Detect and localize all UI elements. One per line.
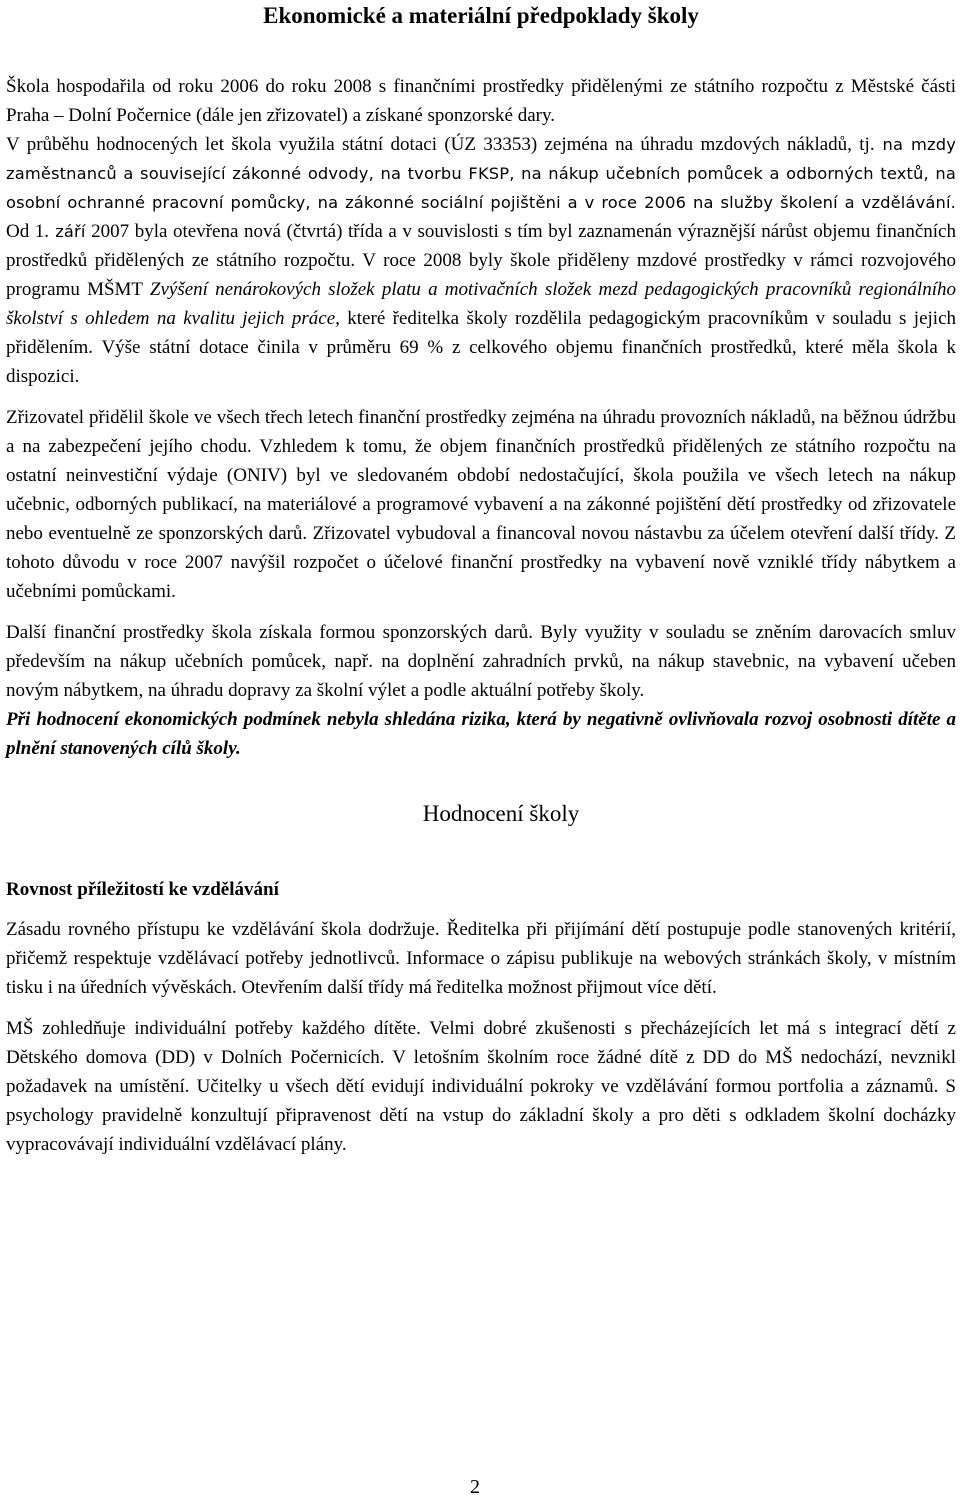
paragraph-conclusion: Při hodnocení ekonomických podmínek nebyla shledána rizika, která by negativně ovlivňovala rozvoj osobnosti dítěte a plnění stanovených cílů školy. — [6, 709, 956, 759]
heading-equal-opportunities: Rovnost příležitostí ke vzdělávání — [6, 879, 279, 900]
subsidy-text-d: září — [49, 222, 86, 241]
page-number: 2 — [470, 1476, 480, 1498]
subsidy-program-name: Zvýšení nenárokových složek platu a motivačních složek mezd pedagogických pracovníků regionálního školství s ohledem na kvalitu jejich práce, — [6, 279, 956, 329]
subsidy-text-b: na mzdy zaměstnanců a související zákonné odvody, na tvorbu FKSP, na nákup učebních pomůcek a odborných textů, na osobní ochranné pracovní pomůcky, na zákonné sociální pojištěni a v roce 2006 na služby školení a vzdělávání. — [6, 135, 956, 212]
heading-school-evaluation: Hodnocení školy — [422, 801, 580, 826]
section-title: Ekonomické a materiální předpoklady školy — [263, 3, 699, 28]
paragraph-equal-access: Zásadu rovného přístupu ke vzdělávání škola dodržuje. Ředitelka při přijímání dětí postupuje podle stanovených kritérií, přičemž respektuje vzdělávací potřeby jednotlivců. Informace o zápisu publikuje na webových stránkách školy, v místním tisku i na úředních vývěskách. Otevřením další třídy má ředitelka možnost přijmout více dětí. — [6, 919, 956, 998]
paragraph-funding: Škola hospodařila od roku 2006 do roku 2008 s finančními prostředky přidělenými ze státního rozpočtu z Městské části Praha – Dolní Počernice (dále jen zřizovatel) a získané sponzorské dary. — [6, 76, 956, 126]
paragraph-sponsors: Další finanční prostředky škola získala formou sponzorských darů. Byly využity v souladu se zněním darovacích smluv především na nákup učebních pomůcek, např. na doplnění zahradních prvků, na nákup stavebnic, na vybavení učeben novým nábytkem, na úhradu dopravy za školní výlet a podle aktuální potřeby školy. — [6, 622, 956, 701]
subsidy-text-e: 2007 byla otevřena nová (čtvrtá) třída a v souvislosti s tím byl zaznamenán výraznější nárůst objemu finančních prostředků přidělených ze státního rozpočtu. V roce 2008 byly škole přiděleny mzdové prostředky v rámci rozvojového programu MŠMT — [6, 221, 956, 300]
subsidy-text-c: Od 1. — [6, 221, 50, 242]
paragraph-individual-needs: MŠ zohledňuje individuální potřeby každého dítěte. Velmi dobré zkušenosti s přecházejících let má s integrací dětí z Dětského domova (DD) v Dolních Počernicích. V letošním školním roce žádné dítě z DD do MŠ nedochází, nevznikl požadavek na umístění. Učitelky u všech dětí evidují individuální pokroky ve vzdělávání formou portfolia a záznamů. S psychology pravidelně konzultují připravenost dětí na vstup do základní školy a pro děti s odkladem školní docházky vypracovávají individuální vzdělávací plány. — [6, 1018, 956, 1155]
subsidy-text-a: V průběhu hodnocených let škola využila státní dotaci (ÚZ 33353) zejména na úhradu mzdových nákladů, tj. — [6, 134, 875, 155]
subsidy-text-g: které ředitelka školy rozdělila pedagogickým pracovníkům v souladu s jejich přidělením. Výše státní dotace činila v průměru 69 % z celkového objemu finančních prostředků, které měla škola k dispozici. — [6, 308, 956, 387]
paragraph-state-subsidy — [6, 130, 956, 391]
paragraph-founder: Zřizovatel přidělil škole ve všech třech letech finanční prostředky zejména na úhradu provozních nákladů, na běžnou údržbu a na zabezpečení jejího chodu. Vzhledem k tomu, že objem finančních prostředků přidělených ze státního rozpočtu na ostatní neinvestiční výdaje (ONIV) byl ve sledovaném období nedostačující, škola použila ve všech letech na nákup učebnic, odborných publikací, na materiálové a programové vybavení a na zákonné pojištění dětí prostředky od zřizovatele nebo eventuelně ze sponzorských darů. Zřizovatel vybudoval a financoval novou nástavbu za účelem otevření další třídy. Z tohoto důvodu v roce 2007 navýšil rozpočet o účelové finanční prostředky na vybavení nově vzniklé třídy nábytkem a učebními pomůckami. — [6, 407, 956, 602]
document-page — [6, 0, 956, 1159]
